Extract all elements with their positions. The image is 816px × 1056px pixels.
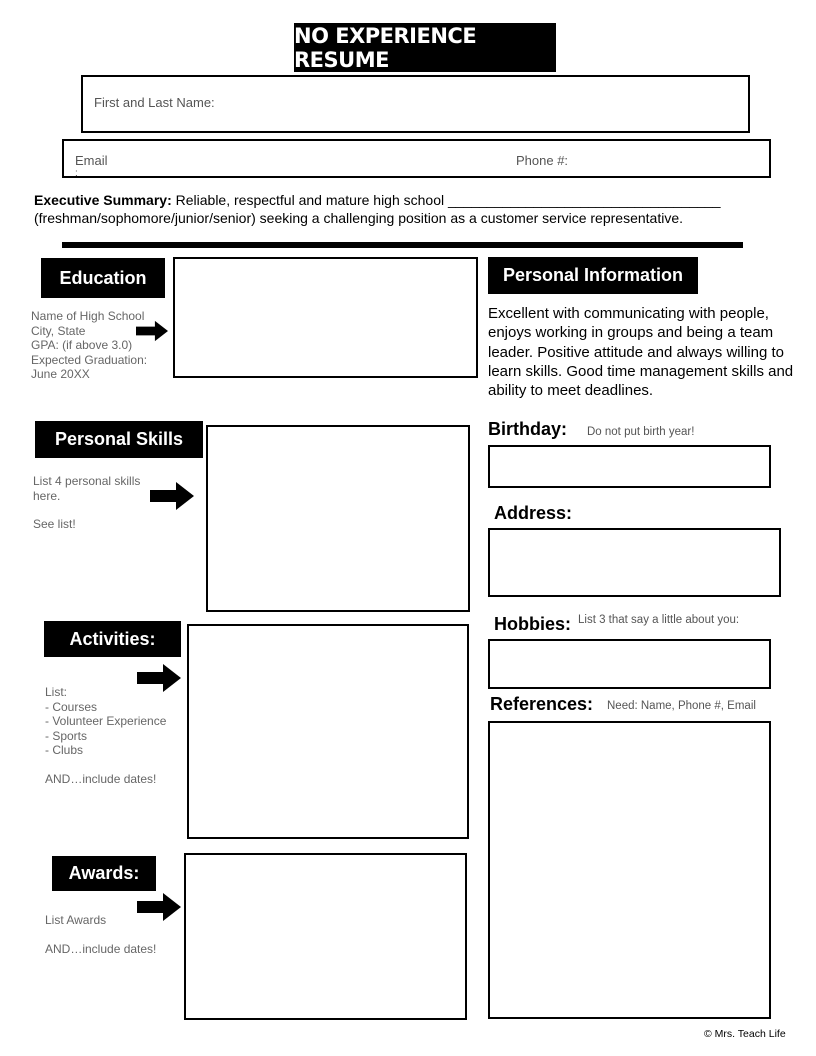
education-hint-line: Name of High School bbox=[31, 309, 145, 323]
references-note: Need: Name, Phone #, Email bbox=[607, 700, 756, 712]
activities-hint bbox=[45, 685, 166, 786]
education-hint-line: June 20XX bbox=[31, 367, 90, 381]
education-hint bbox=[31, 309, 147, 382]
education-label: Education bbox=[41, 258, 165, 298]
awards-box[interactable] bbox=[184, 853, 467, 1020]
email-phone-field[interactable] bbox=[62, 139, 771, 178]
executive-summary bbox=[34, 191, 794, 227]
hobbies-note: List 3 that say a little about you: bbox=[578, 614, 740, 626]
copyright: © Mrs. Teach Life bbox=[704, 1028, 786, 1040]
birthday-box[interactable] bbox=[488, 445, 771, 488]
name-field-label: First and Last Name: bbox=[94, 95, 215, 110]
awards-hint-line: List Awards bbox=[45, 913, 107, 927]
personal-information-text: Excellent with communicating with people, enjoys working in groups and being a team leader. Positive attitude and always willing to learn skills. Good time management skills and ability to meet deadlines. bbox=[488, 305, 794, 400]
activities-hint-line: AND…include dates! bbox=[45, 771, 157, 786]
education-box[interactable] bbox=[173, 257, 478, 378]
education-hint-line: Expected Graduation: bbox=[31, 352, 148, 367]
summary-label: Executive Summary: bbox=[34, 192, 172, 208]
hobbies-box[interactable] bbox=[488, 639, 771, 689]
personal-skills-label: Personal Skills bbox=[35, 421, 203, 458]
activities-label: Activities: bbox=[44, 621, 181, 657]
activities-box[interactable] bbox=[187, 624, 469, 839]
address-box[interactable] bbox=[488, 528, 781, 597]
name-field[interactable] bbox=[81, 75, 750, 133]
birthday-note: Do not put birth year! bbox=[587, 426, 695, 438]
summary-text-2: (freshman/sophomore/junior/senior) seeking a challenging position as a customer service representative. bbox=[34, 210, 683, 226]
hobbies-label: Hobbies: bbox=[494, 614, 572, 634]
summary-line-1 bbox=[34, 191, 794, 209]
references-label: References: bbox=[490, 694, 594, 714]
address-label: Address: bbox=[494, 503, 573, 523]
personal-skills-box[interactable] bbox=[206, 425, 470, 612]
summary-text-1: Reliable, respectful and mature high school ___________________________________ bbox=[171, 192, 721, 208]
email-field-colon: : bbox=[75, 168, 78, 179]
education-hint-line: City, State bbox=[31, 323, 86, 338]
personal-skills-hint-line: here. bbox=[33, 488, 61, 503]
personal-skills-hint-line: List 4 personal skills bbox=[33, 474, 141, 488]
birthday-label: Birthday: bbox=[488, 419, 568, 439]
activities-hint-line: - Clubs bbox=[45, 743, 84, 757]
section-divider bbox=[62, 242, 743, 248]
phone-field-label: Phone #: bbox=[516, 153, 569, 168]
activities-hint-line: - Courses bbox=[45, 699, 98, 714]
activities-hint-line: - Volunteer Experience bbox=[45, 714, 167, 728]
right-arrow-icon bbox=[150, 481, 194, 511]
resume-title: NO EXPERIENCE RESUME bbox=[294, 23, 556, 72]
email-field-label: Email bbox=[75, 153, 108, 168]
activities-hint-line: - Sports bbox=[45, 728, 88, 743]
awards-hint-line: AND…include dates! bbox=[45, 941, 157, 956]
awards-label: Awards: bbox=[52, 856, 156, 891]
references-box[interactable] bbox=[488, 721, 771, 1019]
education-hint-line: GPA: (if above 3.0) bbox=[31, 338, 133, 352]
personal-skills-hint-line: See list! bbox=[33, 517, 76, 531]
personal-information-label: Personal Information bbox=[488, 257, 698, 294]
right-arrow-icon bbox=[136, 317, 168, 345]
personal-skills-hint bbox=[33, 474, 140, 532]
activities-hint-line: List: bbox=[45, 685, 68, 699]
awards-hint bbox=[45, 913, 156, 956]
